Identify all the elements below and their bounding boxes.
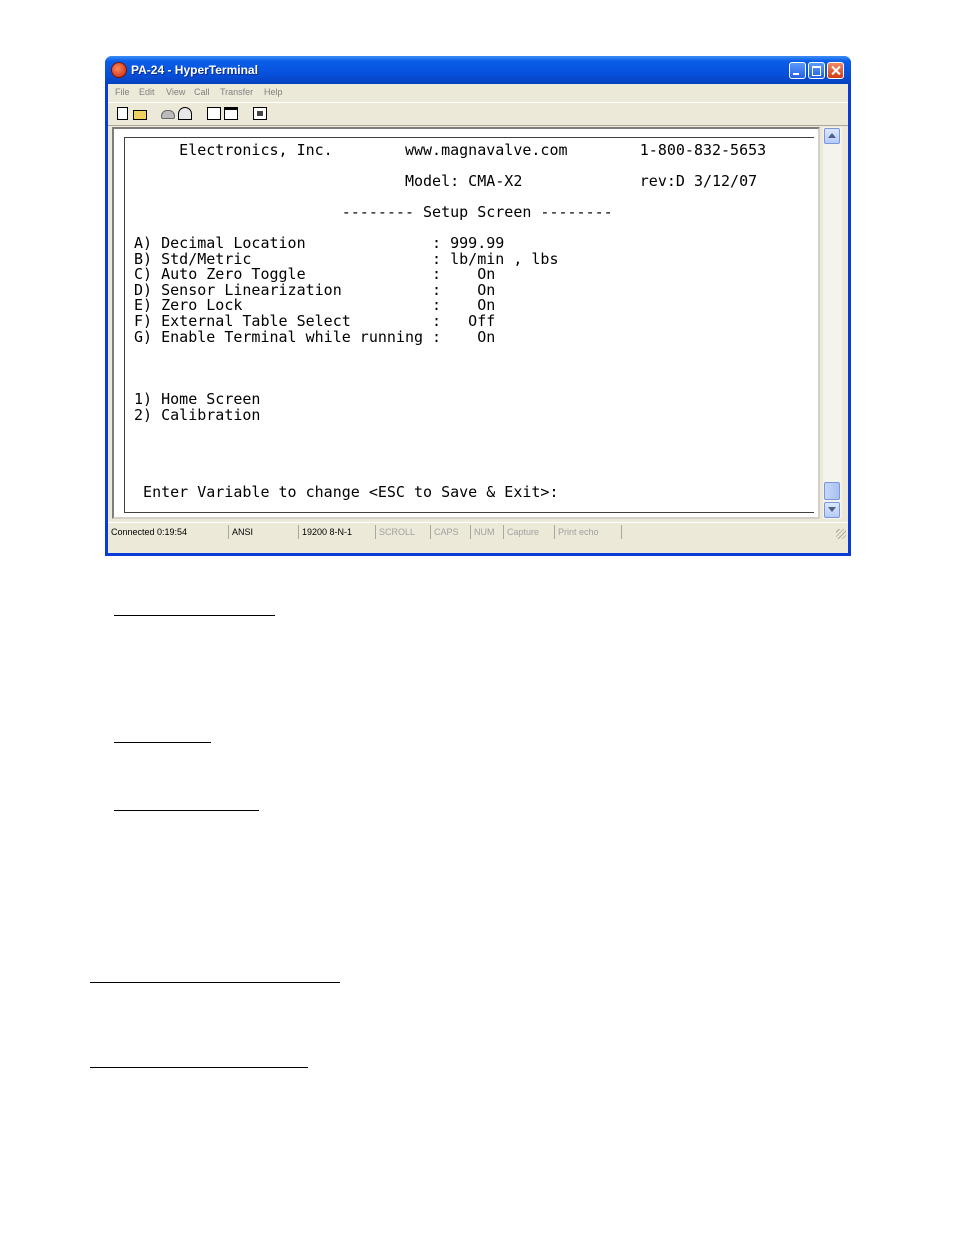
window-title: PA-24 - HyperTerminal: [131, 63, 258, 77]
status-bar: [108, 522, 848, 541]
maximize-icon: [809, 63, 824, 78]
close-icon: [828, 63, 843, 78]
minimize-button[interactable]: [789, 62, 806, 79]
terminal-line-model: Model: CMA-X2 rev:D 3/12/07: [125, 172, 758, 190]
status-connected: Connected 0:19:54: [108, 525, 229, 539]
terminal-line-option-e: E) Zero Lock : On: [125, 296, 496, 314]
terminal-line-option-a: A) Decimal Location : 999.99: [125, 234, 505, 252]
heading-underline-2: [114, 742, 211, 743]
terminal-line-option-d: D) Sensor Linearization : On: [125, 281, 496, 299]
scroll-down-button[interactable]: [824, 502, 840, 518]
receive-file-icon[interactable]: [224, 107, 238, 120]
heading-underline-1: [114, 615, 275, 616]
menu-transfer[interactable]: Transfer: [220, 87, 254, 97]
title-bar[interactable]: [105, 56, 851, 84]
menu-help[interactable]: Help: [264, 87, 283, 97]
terminal-screen[interactable]: [112, 127, 820, 519]
hyperterminal-window: [105, 56, 851, 556]
maximize-button[interactable]: [808, 62, 825, 79]
open-folder-icon[interactable]: [133, 110, 147, 120]
terminal-viewport[interactable]: [124, 137, 814, 513]
terminal-line-option-b: B) Std/Metric : lb/min , lbs: [125, 250, 559, 268]
heading-underline-3: [114, 810, 259, 811]
terminal-line-prompt: Enter Variable to change <ESC to Save & Exit>:: [125, 483, 559, 501]
menu-file[interactable]: File: [115, 87, 130, 97]
terminal-line-home-screen: 1) Home Screen: [125, 390, 261, 408]
scroll-thumb[interactable]: [824, 482, 840, 500]
minimize-icon: [790, 63, 805, 78]
terminal-line-calibration: 2) Calibration: [125, 406, 261, 424]
status-scroll: SCROLL: [376, 525, 431, 539]
menu-view[interactable]: View: [166, 87, 186, 97]
hyperterminal-app-icon[interactable]: [111, 62, 127, 78]
terminal-line-header: Electronics, Inc. www.magnavalve.com 1-800-832-5653: [125, 141, 767, 159]
menu-edit[interactable]: Edit: [139, 87, 155, 97]
menu-call[interactable]: Call: [194, 87, 210, 97]
arrow-down-icon: [828, 507, 836, 512]
terminal-line-option-f: F) External Table Select : Off: [125, 312, 496, 330]
status-port-settings: 19200 8-N-1: [299, 525, 376, 539]
terminal-line-setup-title: -------- Setup Screen --------: [125, 203, 613, 221]
new-connection-icon[interactable]: [117, 107, 128, 120]
window-client-area: [108, 84, 848, 553]
terminal-line-option-c: C) Auto Zero Toggle : On: [125, 265, 496, 283]
menu-bar: [108, 84, 848, 101]
send-file-icon[interactable]: [207, 107, 221, 120]
status-capture: Capture: [504, 525, 555, 539]
disconnect-icon[interactable]: [178, 107, 192, 120]
heading-underline-5: [90, 1067, 308, 1068]
toolbar: [108, 102, 848, 126]
scroll-up-button[interactable]: [824, 128, 840, 144]
terminal-line-option-g: G) Enable Terminal while running : On: [125, 328, 496, 346]
status-print-echo: Print echo: [555, 525, 622, 539]
status-num: NUM: [471, 525, 504, 539]
heading-underline-4: [90, 982, 340, 983]
status-emulation: ANSI: [229, 525, 299, 539]
vertical-scrollbar[interactable]: [823, 127, 842, 519]
phone-call-icon[interactable]: [161, 110, 175, 119]
resize-grip-icon[interactable]: [836, 529, 846, 539]
status-caps: CAPS: [431, 525, 471, 539]
arrow-up-icon: [828, 133, 836, 138]
properties-icon[interactable]: [253, 107, 267, 120]
close-button[interactable]: [827, 62, 844, 79]
